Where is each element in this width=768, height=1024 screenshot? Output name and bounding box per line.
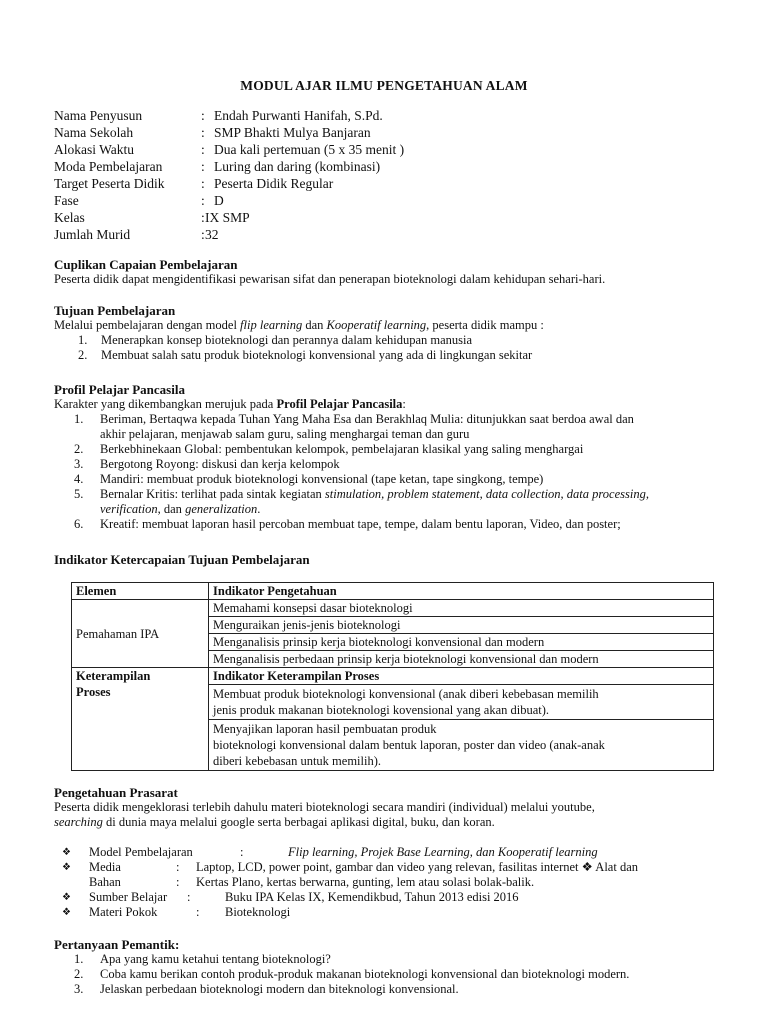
list-item: 6. Kreatif: membuat laporan hasil percoban membuat tape, tempe, dalam bentu laporan, Video, dan poster; <box>74 517 621 531</box>
prasarat-line-2: searching di dunia maya melalui google serta berbagai aplikasi digital, buku, dan koran. <box>54 815 495 829</box>
tp-heading: Tujuan Pembelajaran <box>54 303 176 318</box>
list-item: 1. Beriman, Bertaqwa kepada Tuhan Yang Maha Esa dan Berakhlaq Mulia: ditunjukkan saat berdoa awal dan akhir pelajaran, menjawab salam guru, saling menghargai teman dan guru <box>74 412 634 441</box>
table-cell: Memahami konsepsi dasar bioteknologi <box>209 600 714 617</box>
list-item: ❖ Model Pembelajaran : Flip learning, Projek Base Learning, dan Kooperatif learning <box>62 845 598 859</box>
list-item: 1. Menerapkan konsep bioteknologi dan perannya dalam kehidupan manusia <box>78 333 473 347</box>
ikt-heading: Indikator Ketercapaian Tujuan Pembelajaran <box>54 552 310 567</box>
prasarat-section <box>54 785 734 830</box>
ppp-section <box>54 382 734 532</box>
list-item: ❖ Materi Pokok : Bioteknologi <box>62 905 291 919</box>
tp-section <box>54 303 734 363</box>
document-page: MODUL AJAR ILMU PENGETAHUAN ALAM Nama Penyusun : Endah Purwanti Hanifah, S.Pd. Nama Sekolah : SMP Bhakti Mulya Banjaran Alokasi Waktu : Dua kali pertemuan (5 x 35 menit ) Moda Pembelajaran : Luring dan daring (kombinasi) Target Peserta Didik : Peserta Didik Regular Fase : D Kelas : IX SMP Jumlah Murid : 32 Cuplikan Capaian Pembelajaran Peserta didik dapat mengidentifikasi pewarisan sifat dan penerapan bioteknologi dalam kehidupan sehari-hari. Tujuan Pembelajaran Melalui pembelajaran dengan model flip learning dan Kooperatif learning, peserta didik mampu : 1. Menerapkan konsep bioteknologi dan perannya dalam kehidupan manusia 2. Membuat salah satu produk bioteknologi konvensional yang ada di lingkungan sekitar Profil Pelajar Pancasila Karakter yang dikembangkan merujuk pada Profil Pelajar Pancasila: 1. Beriman, Bertaqwa kepada Tuhan Yang Maha Esa dan Berakhlaq Mulia: ditunjukkan saat berdoa awal dan akhir pelajaran, menjawab salam guru, saling menghargai teman dan guru 2. Berkebhinekaan Global: pembentukan kelompok, pembelajaran klasikal yang saling menghargai 3. Bergotong Royong: diskusi dan kerja kelompok 4. Mandiri: membuat produk bioteknologi konvensional (tape ketan, tape singkong, tempe) 5. Bernalar Kritis: terlihat pada sintak kegiatan stimulation, problem statement, data collection, data processing, verification, dan generalization. 6. Kreatif: membuat laporan hasil percoban membuat tape, tempe, dalam bentu laporan, Video, dan poster; Indikator Ketercapaian Tujuan Pembelajaran Elemen Indikator Pengetahuan Pemahaman IPA Memahami konsepsi dasar bioteknologi Menguraikan jenis-jenis bioteknologi Menganalisis prinsip kerja bioteknologi konvensional dan modern Menganalisis perbedaan prinsip kerja bioteknologi konvensional dan modern Keterampilan Proses Indikator Keterampilan Proses Membuat produk bioteknologi konvensional (anak diberi kebebasan memilih jenis produk makanan bioteknologi kovensional yang akan dibuat). Menyajikan laporan hasil pembuatan produk bioteknologi konvensional dalam bentuk laporan, poster dan video (anak-anak diberi kebebasan untuk memilih). Pengetahuan Prasarat Peserta didik mengeklorasi terlebih dahulu materi bioteknologi secara mandiri (individual) melalui youtube, searching di dunia maya melalui google serta berbagai aplikasi digital, buku, dan koran. ❖ Model Pembelajaran : Flip learning, Projek Base Learning, dan Kooperatif learning ❖ Media : Laptop, LCD, power point, gambar dan video yang relevan, fasilitas internet ❖ Alat dan Bahan : Kertas Plano, kertas berwarna, gunting, lem atau solasi bolak-balik. ❖ Sumber Belajar : Buku IPA Kelas IX, Kemendikbud, Tahun 2013 edisi 2016 ❖ Materi Pokok : Bioteknologi Pertanyaan Pemantik: 1. Apa yang kamu ketahui tentang bioteknologi? 2. Coba kamu berikan contoh produk-produk makanan bioteknologi konvensional dan bioteknologi modern. 3. Jelaskan perbedaan bioteknologi modern dan biteknologi konvensional. <box>0 0 768 1024</box>
table-cell: Menganalisis prinsip kerja bioteknologi konvensional dan modern <box>209 634 714 651</box>
pemantik-list <box>54 952 734 997</box>
table-cell: Menyajikan laporan hasil pembuatan produk bioteknologi konvensional dalam bentuk laporan, poster dan video (anak-anak diberi kebebasan untuk memilih). <box>209 720 714 771</box>
tp-intro: Melalui pembelajaran dengan model flip learning dan Kooperatif learning, peserta didik mampu : <box>54 318 544 332</box>
list-item: 4. Mandiri: membuat produk bioteknologi konvensional (tape ketan, tape singkong, tempe) <box>74 472 544 486</box>
table-cell: Membuat produk bioteknologi konvensional (anak diberi kebebasan memilih jenis produk makanan bioteknologi kovensional yang akan dibuat). <box>209 685 714 720</box>
table-header-knowledge: Indikator Pengetahuan <box>209 583 714 600</box>
list-item: ❖ Sumber Belajar : Buku IPA Kelas IX, Kemendikbud, Tahun 2013 edisi 2016 <box>62 890 519 904</box>
diamond-bullet-icon: ❖ <box>62 892 71 903</box>
diamond-bullet-icon: ❖ <box>62 907 71 918</box>
ppp-intro: Karakter yang dikembangkan merujuk pada Profil Pelajar Pancasila: <box>54 397 406 411</box>
list-item: 2. Berkebhinekaan Global: pembentukan kelompok, pembelajaran klasikal yang saling menghargai <box>74 442 584 456</box>
ppp-heading: Profil Pelajar Pancasila <box>54 382 185 397</box>
list-item: 1. Apa yang kamu ketahui tentang bioteknologi? <box>74 952 331 966</box>
table-cell-pemahaman: Pemahaman IPA <box>72 600 209 668</box>
pemantik-heading: Pertanyaan Pemantik: <box>54 937 180 952</box>
cp-heading: Cuplikan Capaian Pembelajaran <box>54 257 238 272</box>
cp-text: Peserta didik dapat mengidentifikasi pewarisan sifat dan penerapan bioteknologi dalam kehidupan sehari-hari. <box>54 272 606 286</box>
list-item: 3. Bergotong Royong: diskusi dan kerja kelompok <box>74 457 340 471</box>
list-item: 2. Coba kamu berikan contoh produk-produk makanan bioteknologi konvensional dan bioteknologi modern. <box>74 967 630 981</box>
table-row <box>72 668 714 685</box>
table-row <box>72 600 714 617</box>
list-item: ❖ Media : Laptop, LCD, power point, gambar dan video yang relevan, fasilitas internet ❖ Alat dan <box>62 860 638 874</box>
list-item: 2. Membuat salah satu produk bioteknologi konvensional yang ada di lingkungan sekitar <box>78 348 533 362</box>
table-cell-skill-header: Indikator Keterampilan Proses <box>209 668 714 685</box>
table-cell: Menguraikan jenis-jenis bioteknologi <box>209 617 714 634</box>
diamond-bullet-icon: ❖ <box>62 862 71 873</box>
diamond-bullet-icon: ❖ <box>62 847 71 858</box>
prasarat-line-1: Peserta didik mengeklorasi terlebih dahulu materi bioteknologi secara mandiri (individual) melalui youtube, <box>54 800 595 814</box>
list-item: 5. Bernalar Kritis: terlihat pada sintak kegiatan stimulation, problem statement, data collection, data processing, verification, dan generalization. <box>74 487 649 516</box>
table-header-element: Elemen <box>72 583 209 600</box>
table-cell-keterampilan: Keterampilan Proses <box>72 668 209 771</box>
list-item: Bahan : Kertas Plano, kertas berwarna, gunting, lem atau solasi bolak-balik. <box>89 875 535 889</box>
ikt-section <box>54 552 734 567</box>
table-row <box>72 583 714 600</box>
prasarat-heading: Pengetahuan Prasarat <box>54 785 178 800</box>
indicator-table <box>71 582 714 771</box>
document-title: MODUL AJAR ILMU PENGETAHUAN ALAM <box>240 78 528 93</box>
bullet-list <box>62 845 742 920</box>
tp-list <box>54 333 734 363</box>
cp-section <box>54 257 734 287</box>
pemantik-section <box>54 937 734 997</box>
ppp-list <box>54 412 734 532</box>
table-cell: Menganalisis perbedaan prinsip kerja bioteknologi konvensional dan modern <box>209 651 714 668</box>
list-item: 3. Jelaskan perbedaan bioteknologi modern dan biteknologi konvensional. <box>74 982 459 996</box>
